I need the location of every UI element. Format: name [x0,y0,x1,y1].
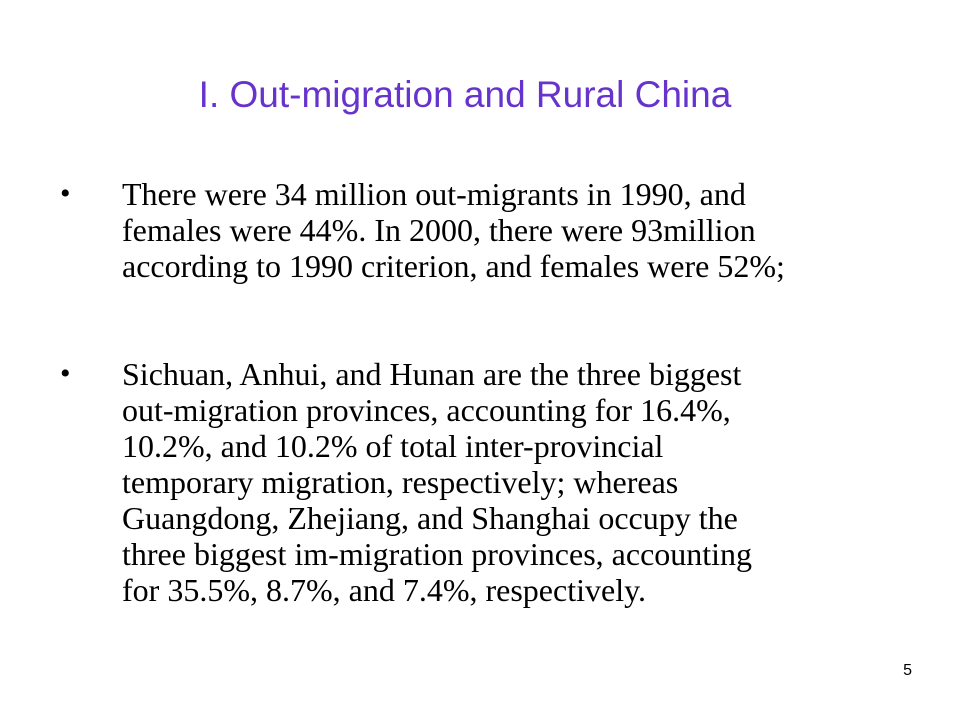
slide-number: 5 [903,662,912,679]
bullet-text [122,356,880,608]
bullet-line: out-migration provinces, accounting for 16.4%, [122,392,731,428]
bullet-icon: • [60,177,71,210]
bullet-line: females were 44%. In 2000, there were 93million [122,212,756,248]
slide-title: I. Out-migration and Rural China [198,74,732,115]
bullet-line: There were 34 million out-migrants in 1990, and [122,176,746,212]
bullet-icon: • [60,357,71,390]
bullet-line: 10.2%, and 10.2% of total inter-provincial [122,428,664,464]
bullet-line: three biggest im-migration provinces, accounting [122,536,753,572]
bullet-item [60,356,880,608]
bullet-line: for 35.5%, 8.7%, and 7.4%, respectively. [122,572,646,608]
bullet-item [60,176,880,284]
bullet-text [122,176,880,284]
bullet-line: according to 1990 criterion, and females were 52%; [122,248,785,284]
bullet-line: temporary migration, respectively; whereas [122,464,679,500]
bullet-line: Guangdong, Zhejiang, and Shanghai occupy the [122,500,738,536]
bullet-line: Sichuan, Anhui, and Hunan are the three biggest [122,356,742,392]
